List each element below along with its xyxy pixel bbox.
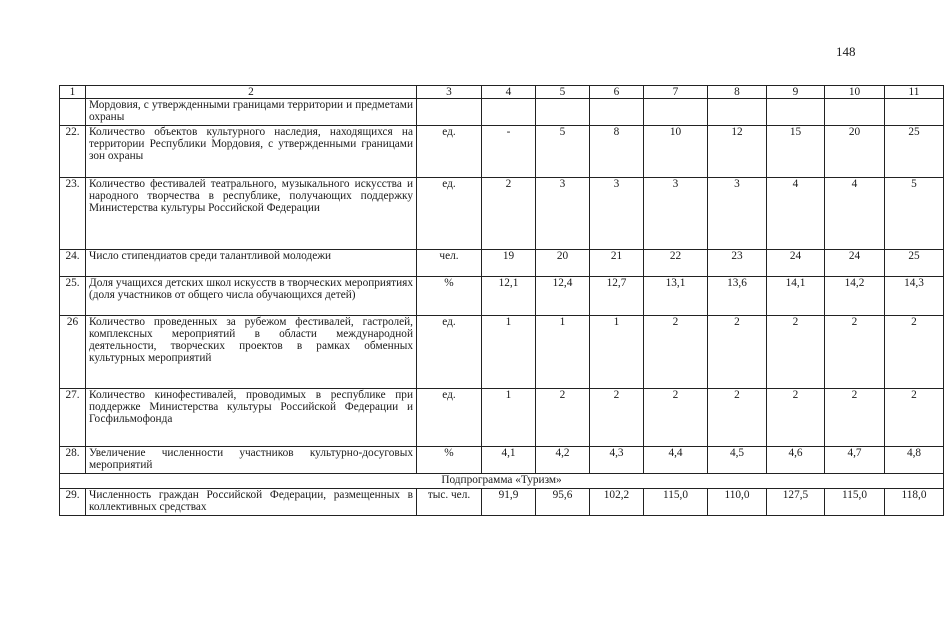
value-cell: 2 xyxy=(708,389,767,447)
value-cell: 22 xyxy=(644,250,708,277)
table-row xyxy=(60,489,944,516)
value-cell xyxy=(708,99,767,126)
value-cell: 102,2 xyxy=(590,489,644,516)
header-cell: 3 xyxy=(417,86,482,99)
header-cell: 5 xyxy=(536,86,590,99)
value-cell: 19 xyxy=(482,250,536,277)
row-number: 24. xyxy=(60,250,86,277)
header-cell: 1 xyxy=(60,86,86,99)
value-cell: 8 xyxy=(590,126,644,178)
value-cell: 14,1 xyxy=(767,277,825,316)
value-cell: 2 xyxy=(644,316,708,389)
indicator-name: Численность граждан Российской Федерации, размещенных в коллективных средствах xyxy=(86,489,417,516)
table-row xyxy=(60,99,944,126)
value-cell: 15 xyxy=(767,126,825,178)
value-cell: 2 xyxy=(767,316,825,389)
header-cell: 10 xyxy=(825,86,885,99)
indicator-name: Мордовия, с утвержденными границами территории и предметами охраны xyxy=(86,99,417,126)
header-cell: 6 xyxy=(590,86,644,99)
row-number: 26 xyxy=(60,316,86,389)
unit-cell: % xyxy=(417,447,482,474)
value-cell: 24 xyxy=(825,250,885,277)
value-cell: 23 xyxy=(708,250,767,277)
header-cell: 9 xyxy=(767,86,825,99)
value-cell: 115,0 xyxy=(825,489,885,516)
value-cell: 3 xyxy=(708,178,767,250)
indicator-name: Количество проведенных за рубежом фестивалей, гастролей, комплексных мероприятий в области международной деятельности, творческих проектов в рамках обменных культурных мероприятий xyxy=(86,316,417,389)
value-cell: 115,0 xyxy=(644,489,708,516)
row-number: 29. xyxy=(60,489,86,516)
unit-cell: ед. xyxy=(417,178,482,250)
value-cell: 5 xyxy=(536,126,590,178)
value-cell: 2 xyxy=(644,389,708,447)
value-cell: 2 xyxy=(590,389,644,447)
unit-cell xyxy=(417,99,482,126)
row-number: 27. xyxy=(60,389,86,447)
subprogram-row xyxy=(60,474,944,489)
value-cell: 4 xyxy=(767,178,825,250)
value-cell: 1 xyxy=(482,316,536,389)
unit-cell: % xyxy=(417,277,482,316)
value-cell: 110,0 xyxy=(708,489,767,516)
header-cell: 2 xyxy=(86,86,417,99)
value-cell: 2 xyxy=(708,316,767,389)
indicator-name: Число стипендиатов среди талантливой молодежи xyxy=(86,250,417,277)
value-cell: 2 xyxy=(885,316,944,389)
value-cell: 2 xyxy=(767,389,825,447)
value-cell: 4,5 xyxy=(708,447,767,474)
value-cell xyxy=(590,99,644,126)
value-cell: 1 xyxy=(482,389,536,447)
indicator-name: Количество объектов культурного наследия, находящихся на территории Республики Мордовия, с утвержденными границами зон охраны xyxy=(86,126,417,178)
header-cell: 11 xyxy=(885,86,944,99)
value-cell: 1 xyxy=(536,316,590,389)
header-cell: 8 xyxy=(708,86,767,99)
value-cell: 14,3 xyxy=(885,277,944,316)
value-cell: 12,7 xyxy=(590,277,644,316)
table-row xyxy=(60,250,944,277)
table-row xyxy=(60,447,944,474)
value-cell: 14,2 xyxy=(825,277,885,316)
table-row xyxy=(60,178,944,250)
row-number: 23. xyxy=(60,178,86,250)
value-cell xyxy=(536,99,590,126)
table-row xyxy=(60,277,944,316)
value-cell: 4,7 xyxy=(825,447,885,474)
value-cell: 3 xyxy=(644,178,708,250)
value-cell: 12,4 xyxy=(536,277,590,316)
value-cell: 13,6 xyxy=(708,277,767,316)
value-cell: 25 xyxy=(885,250,944,277)
value-cell xyxy=(644,99,708,126)
value-cell: 12,1 xyxy=(482,277,536,316)
value-cell: 5 xyxy=(885,178,944,250)
value-cell: 127,5 xyxy=(767,489,825,516)
unit-cell: чел. xyxy=(417,250,482,277)
page-number: 148 xyxy=(836,44,856,59)
table-row xyxy=(60,316,944,389)
indicators-table xyxy=(59,85,944,516)
unit-cell: ед. xyxy=(417,389,482,447)
row-number: 25. xyxy=(60,277,86,316)
value-cell: 4,3 xyxy=(590,447,644,474)
indicator-name: Количество кинофестивалей, проводимых в республике при поддержке Министерства культуры Российской Федерации и Госфильмофонда xyxy=(86,389,417,447)
value-cell: 2 xyxy=(825,389,885,447)
value-cell: 4,2 xyxy=(536,447,590,474)
value-cell: 3 xyxy=(590,178,644,250)
value-cell: 24 xyxy=(767,250,825,277)
value-cell: 21 xyxy=(590,250,644,277)
value-cell: 12 xyxy=(708,126,767,178)
value-cell: 2 xyxy=(482,178,536,250)
row-number: 28. xyxy=(60,447,86,474)
value-cell: 10 xyxy=(644,126,708,178)
value-cell: - xyxy=(482,126,536,178)
value-cell: 4,6 xyxy=(767,447,825,474)
value-cell xyxy=(885,99,944,126)
value-cell: 95,6 xyxy=(536,489,590,516)
value-cell: 2 xyxy=(825,316,885,389)
indicator-name: Доля учащихся детских школ искусств в творческих мероприятиях (доля участников от общего числа обучающихся детей) xyxy=(86,277,417,316)
table-row xyxy=(60,389,944,447)
value-cell: 20 xyxy=(536,250,590,277)
unit-cell: ед. xyxy=(417,126,482,178)
table-body xyxy=(60,86,944,516)
header-cell: 4 xyxy=(482,86,536,99)
value-cell: 4,4 xyxy=(644,447,708,474)
indicator-name: Количество фестивалей театрального, музыкального искусства и народного творчества в республике, получающих поддержку Министерства культуры Российской Федерации xyxy=(86,178,417,250)
value-cell: 4,1 xyxy=(482,447,536,474)
value-cell: 4,8 xyxy=(885,447,944,474)
value-cell: 2 xyxy=(536,389,590,447)
value-cell xyxy=(825,99,885,126)
unit-cell: тыс. чел. xyxy=(417,489,482,516)
table-row xyxy=(60,126,944,178)
value-cell: 4 xyxy=(825,178,885,250)
subprogram-title: Подпрограмма «Туризм» xyxy=(60,474,944,489)
value-cell: 91,9 xyxy=(482,489,536,516)
value-cell: 2 xyxy=(885,389,944,447)
value-cell: 13,1 xyxy=(644,277,708,316)
value-cell xyxy=(482,99,536,126)
row-number xyxy=(60,99,86,126)
value-cell: 118,0 xyxy=(885,489,944,516)
indicator-name: Увеличение численности участников культурно-досуговых мероприятий xyxy=(86,447,417,474)
row-number: 22. xyxy=(60,126,86,178)
header-cell: 7 xyxy=(644,86,708,99)
value-cell: 3 xyxy=(536,178,590,250)
value-cell xyxy=(767,99,825,126)
value-cell: 1 xyxy=(590,316,644,389)
table-header-row xyxy=(60,86,944,99)
value-cell: 25 xyxy=(885,126,944,178)
value-cell: 20 xyxy=(825,126,885,178)
unit-cell: ед. xyxy=(417,316,482,389)
